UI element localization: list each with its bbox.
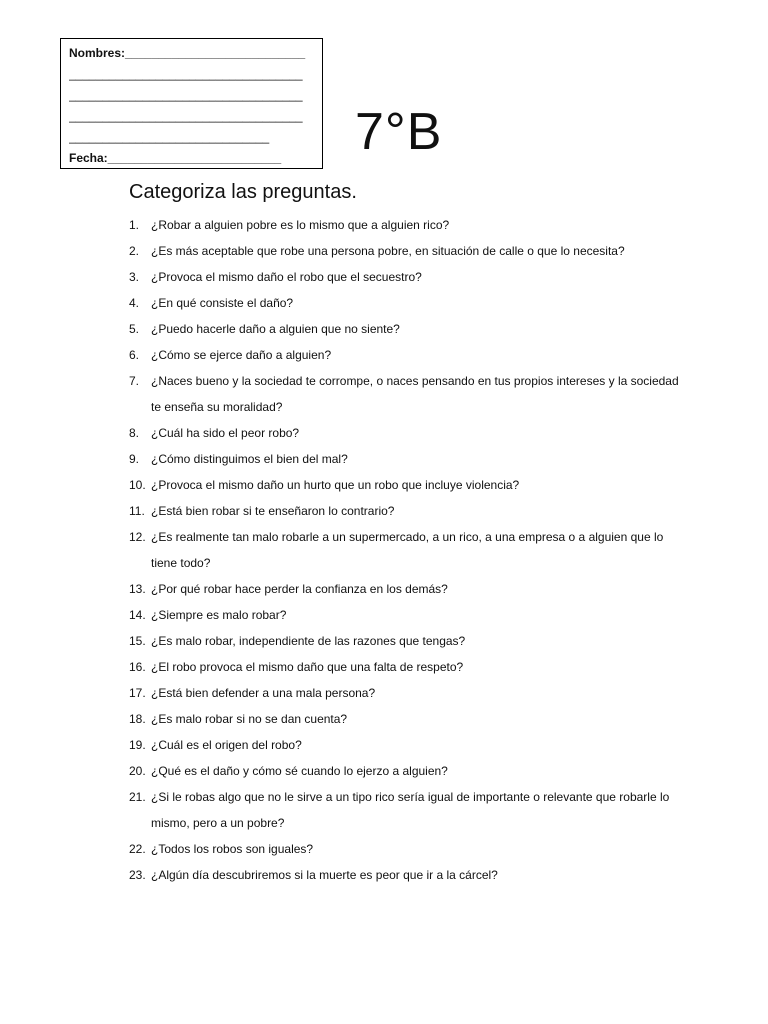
- question-number: 10.: [129, 478, 146, 492]
- question-text: ¿Cuál ha sido el peor robo?: [151, 426, 300, 440]
- question-item: [129, 264, 689, 290]
- instructions-heading: Categoriza las preguntas.: [129, 181, 357, 203]
- question-item: [129, 290, 689, 316]
- question-number: 4.: [129, 296, 140, 310]
- question-item: [129, 368, 689, 420]
- question-item: [129, 784, 689, 836]
- question-text: ¿Está bien robar si te enseñaron lo contrario?: [151, 504, 395, 518]
- question-item: [129, 706, 689, 732]
- question-item: [129, 212, 689, 238]
- question-number: 1.: [129, 218, 140, 232]
- question-number: 3.: [129, 270, 140, 284]
- question-number: 9.: [129, 452, 140, 466]
- question-text: ¿Está bien defender a una mala persona?: [151, 686, 376, 700]
- question-item: [129, 836, 689, 862]
- question-text: ¿Cómo distinguimos el bien del mal?: [151, 452, 348, 466]
- question-text: ¿Es malo robar, independiente de las razones que tengas?: [151, 634, 466, 648]
- question-text: ¿Cómo se ejerce daño a alguien?: [151, 348, 332, 362]
- question-text: ¿Es malo robar si no se dan cuenta?: [151, 712, 348, 726]
- grade-label: 7°B: [355, 103, 443, 161]
- question-item: [129, 498, 689, 524]
- question-number: 20.: [129, 764, 146, 778]
- question-number: 15.: [129, 634, 146, 648]
- question-number: 14.: [129, 608, 146, 622]
- question-number: 22.: [129, 842, 146, 856]
- question-text: ¿Provoca el mismo daño un hurto que un robo que incluye violencia?: [151, 478, 520, 492]
- question-text: ¿Por qué robar hace perder la confianza en los demás?: [151, 582, 448, 596]
- question-text: ¿Qué es el daño y cómo sé cuando lo ejerzo a alguien?: [151, 764, 448, 778]
- question-item: [129, 602, 689, 628]
- question-item: [129, 654, 689, 680]
- question-text: ¿Cuál es el origen del robo?: [151, 738, 302, 752]
- question-number: 21.: [129, 790, 146, 804]
- question-text: ¿Si le robas algo que no le sirve a un tipo rico sería igual de importante o relevante que robarle lo mismo, pero a un pobre?: [151, 790, 670, 830]
- question-item: [129, 732, 689, 758]
- question-text: ¿En qué consiste el daño?: [151, 296, 294, 310]
- question-text: ¿Provoca el mismo daño el robo que el secuestro?: [151, 270, 422, 284]
- question-text: ¿Naces bueno y la sociedad te corrompe, o naces pensando en tus propios intereses y la sociedad te enseña su moralidad?: [151, 374, 679, 414]
- question-item: [129, 446, 689, 472]
- question-item: [129, 758, 689, 784]
- question-text: ¿Siempre es malo robar?: [151, 608, 287, 622]
- question-number: 23.: [129, 868, 146, 882]
- blank-line[interactable]: ______________________________: [69, 130, 270, 144]
- question-number: 5.: [129, 322, 140, 336]
- question-item: [129, 420, 689, 446]
- question-item: [129, 680, 689, 706]
- question-number: 17.: [129, 686, 146, 700]
- question-text: ¿Todos los robos son iguales?: [151, 842, 314, 856]
- question-number: 18.: [129, 712, 146, 726]
- question-item: [129, 628, 689, 654]
- question-item: [129, 524, 689, 576]
- names-line[interactable]: Nombres:___________________________: [69, 46, 306, 60]
- question-item: [129, 472, 689, 498]
- question-item: [129, 316, 689, 342]
- question-number: 6.: [129, 348, 140, 362]
- student-info-box: [60, 38, 323, 169]
- question-text: ¿Es más aceptable que robe una persona pobre, en situación de calle o que lo necesita?: [151, 244, 625, 258]
- question-number: 11.: [129, 504, 145, 518]
- question-number: 2.: [129, 244, 140, 258]
- question-number: 16.: [129, 660, 146, 674]
- question-item: [129, 342, 689, 368]
- question-item: [129, 576, 689, 602]
- question-list: [129, 212, 689, 888]
- question-number: 12.: [129, 530, 146, 544]
- blank-line[interactable]: ___________________________________: [69, 109, 303, 123]
- question-text: ¿Puedo hacerle daño a alguien que no siente?: [151, 322, 400, 336]
- question-text: ¿Algún día descubriremos si la muerte es peor que ir a la cárcel?: [151, 868, 498, 882]
- question-item: [129, 238, 689, 264]
- question-item: [129, 862, 689, 888]
- question-number: 13.: [129, 582, 146, 596]
- question-text: ¿El robo provoca el mismo daño que una falta de respeto?: [151, 660, 464, 674]
- question-text: ¿Es realmente tan malo robarle a un supermercado, a un rico, a una empresa o a alguien que lo tiene todo?: [151, 530, 664, 570]
- question-number: 19.: [129, 738, 146, 752]
- blank-line[interactable]: ___________________________________: [69, 67, 303, 81]
- question-number: 7.: [129, 374, 140, 388]
- question-number: 8.: [129, 426, 140, 440]
- question-text: ¿Robar a alguien pobre es lo mismo que a alguien rico?: [151, 218, 450, 232]
- date-line[interactable]: Fecha:__________________________: [69, 151, 282, 165]
- blank-line[interactable]: ___________________________________: [69, 88, 303, 102]
